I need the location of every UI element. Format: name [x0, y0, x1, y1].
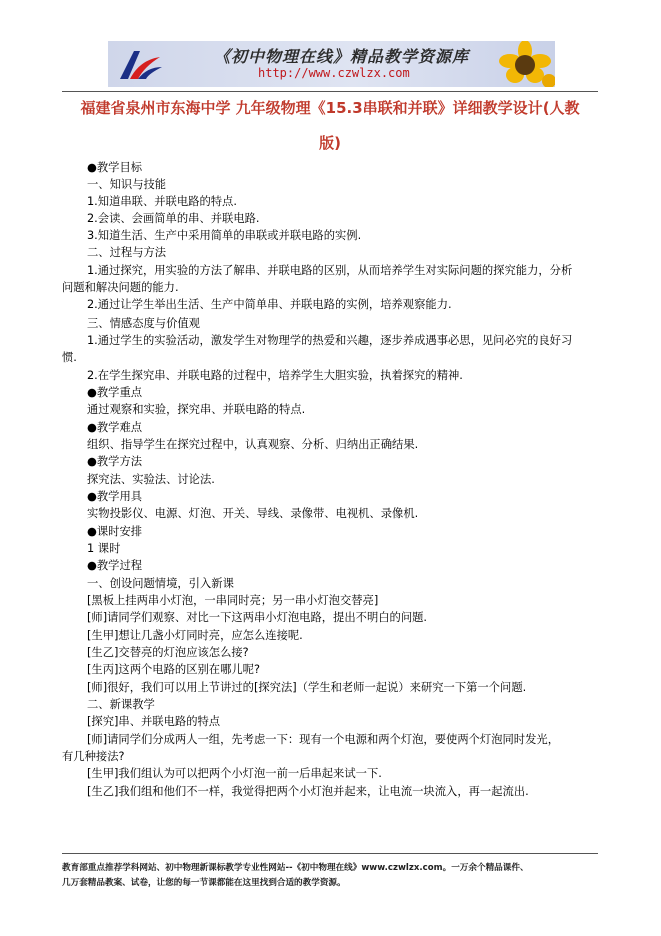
subsection-heading: 二、过程与方法 — [87, 246, 167, 259]
text-line: [师]请同学们观察、对比一下这两串小灯泡电路，提出不明白的问题. — [87, 611, 428, 624]
banner-url[interactable]: http://www.czwlzx.com — [258, 66, 410, 80]
text-line: 2.在学生探究串、并联电路的过程中，培养学生大胆实验，执着探究的精神. — [87, 369, 463, 382]
text-line: 3.知道生活、生产中采用简单的串联或并联电路的实例. — [87, 229, 362, 242]
section-heading: ●教学难点 — [87, 421, 143, 434]
subsection-heading: 一、知识与技能 — [87, 178, 167, 191]
section-heading: ●教学方法 — [87, 455, 143, 468]
text-line: [师]请同学们分成两人一组，先考虑一下：现有一个电源和两个灯泡，要使两个灯泡同时发光， — [87, 733, 559, 746]
text-line: [生丙]这两个电路的区别在哪儿呢? — [87, 663, 260, 676]
footer-rule — [62, 853, 598, 854]
document-title-line1: 福建省泉州市东海中学 九年级物理《15.3串联和并联》详细教学设计(人教 — [80, 99, 580, 117]
text-line: [师]很好，我们可以用上节讲过的[探究法]（学生和老师一起说）来研究一下第一个问题. — [87, 681, 527, 694]
subsection-heading: 一、创设问题情境，引入新课 — [87, 577, 234, 590]
text-line: [生乙]交替亮的灯泡应该怎么接? — [87, 646, 249, 659]
section-heading: ●课时安排 — [87, 525, 143, 538]
site-logo — [116, 45, 164, 83]
text-line: [生乙]我们组和他们不一样，我觉得把两个小灯泡并起来，让电流一块流入，再一起流出. — [87, 785, 529, 798]
text-line: 问题和解决问题的能力. — [62, 281, 179, 294]
text-line: [黑板上挂两串小灯泡，一串同时亮；另一串小灯泡交替亮] — [87, 594, 379, 607]
text-line: [生甲]我们组认为可以把两个小灯泡一前一后串起来试一下. — [87, 767, 382, 780]
text-line: 1.知道串联、并联电路的特点. — [87, 195, 237, 208]
text-line: [生甲]想让几盏小灯同时亮，应怎么连接呢. — [87, 629, 303, 642]
subsection-heading: 三、情感态度与价值观 — [87, 317, 200, 330]
text-line: 2.通过让学生举出生活、生产中简单串、并联电路的实例，培养观察能力. — [87, 298, 452, 311]
text-line: 有几种接法? — [62, 750, 125, 763]
footer-line2: 几万套精品教案、试卷，让您的每一节课都能在这里找到合适的教学资源。 — [62, 878, 346, 888]
text-line: [探究]串、并联电路的特点 — [87, 715, 221, 728]
banner-title: 《初中物理在线》精品教学资源库 — [214, 47, 470, 66]
text-line: 惯. — [62, 351, 77, 364]
text-line: 通过观察和实验，探究串、并联电路的特点. — [87, 403, 306, 416]
text-line: 实物投影仪、电源、灯泡、开关、导线、录像带、电视机、录像机. — [87, 507, 419, 520]
text-line: 2.会读、会画简单的串、并联电路. — [87, 212, 260, 225]
sunflower-icon — [485, 41, 555, 87]
text-line: 1.通过学生的实验活动，激发学生对物理学的热爱和兴趣，逐步养成遇事必思，见问必究的良好习 — [87, 334, 573, 347]
text-line: 1 课时 — [87, 542, 121, 555]
text-line: 探究法、实验法、讨论法. — [87, 473, 215, 486]
header-banner — [108, 41, 555, 87]
section-heading: ●教学用具 — [87, 490, 143, 503]
header-rule — [62, 91, 598, 92]
section-heading: ●教学过程 — [87, 559, 143, 572]
section-heading: ●教学重点 — [87, 386, 143, 399]
footer-line1: 教育部重点推荐学科网站、初中物理新课标教学专业性网站--《初中物理在线》www.czwlzx.com。一万余个精品课件、 — [62, 863, 529, 873]
text-line: 1.通过探究，用实验的方法了解串、并联电路的区别，从而培养学生对实际问题的探究能力，分析 — [87, 264, 573, 277]
document-title-line2: 版) — [319, 134, 341, 152]
subsection-heading: 二、新课教学 — [87, 698, 155, 711]
section-heading: ●教学目标 — [87, 161, 143, 174]
text-line: 组织、指导学生在探究过程中，认真观察、分析、归纳出正确结果. — [87, 438, 419, 451]
